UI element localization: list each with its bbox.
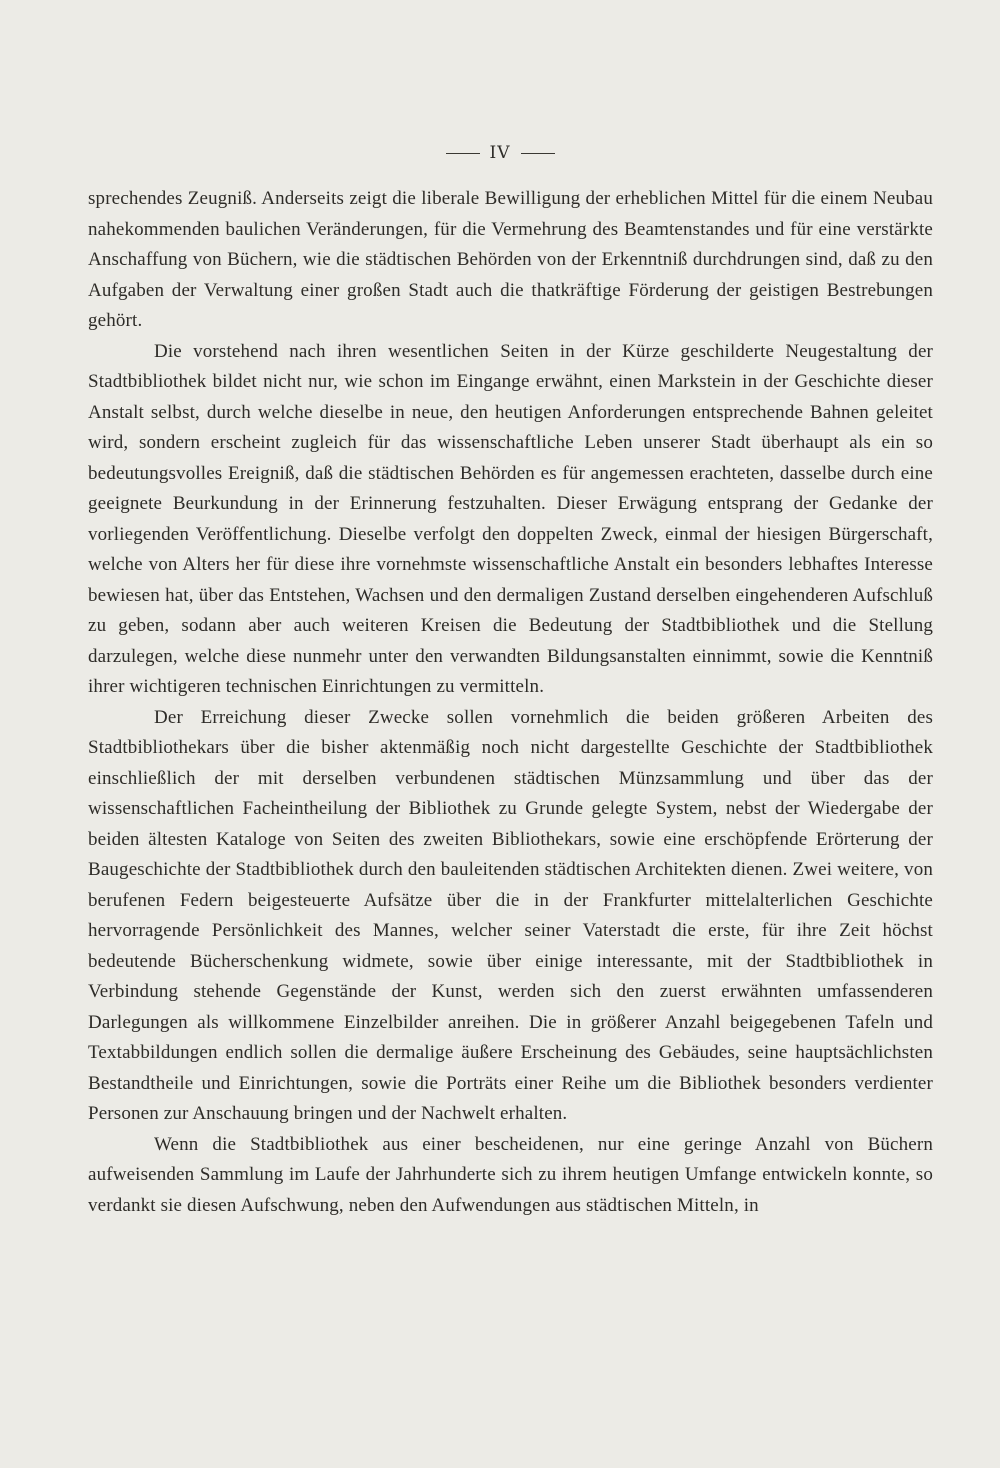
body-text xyxy=(88,184,933,1221)
header-rule-right xyxy=(521,153,555,154)
page-header xyxy=(0,143,1000,163)
header-rule-left xyxy=(446,153,480,154)
paragraph-continuation: sprechendes Zeugniß. Anderseits zeigt die liberale Bewilligung der erheblichen Mittel für die einem Neubau nahekommenden baulichen Veränderungen, für die Vermehrung des Beamtenstandes und für eine verstärkte Anschaffung von Büchern, wie die städtischen Behörden von der Erkenntniß durchdrungen sind, daß zu den Aufgaben der Verwaltung einer großen Stadt auch die thatkräftige Förderung der geistigen Bestrebungen gehört. xyxy=(88,188,933,331)
paragraph: Die vorstehend nach ihren wesentlichen Seiten in der Kürze geschilderte Neugestaltung der Stadtbibliothek bildet nicht nur, wie schon im Eingange erwähnt, einen Markstein in der Geschichte dieser Anstalt selbst, durch welche dieselbe in neue, den heutigen Anforderungen entsprechende Bahnen geleitet wird, sondern erscheint zugleich für das wissenschaftliche Leben unserer Stadt überhaupt als ein so bedeutungsvolles Ereigniß, daß die städtischen Behörden es für angemessen erachteten, dasselbe durch eine geeignete Beurkundung in der Erinnerung festzuhalten. Dieser Erwägung entsprang der Gedanke der vorliegenden Veröffentlichung. Dieselbe verfolgt den doppelten Zweck, einmal der hiesigen Bürgerschaft, welche von Alters her für diese ihre vornehmste wissenschaftliche Anstalt ein besonders lebhaftes Interesse bewiesen hat, über das Entstehen, Wachsen und den dermaligen Zustand derselben eingehenderen Aufschluß zu geben, sodann aber auch weiteren Kreisen die Bedeutung der Stadtbibliothek und die Stellung darzulegen, welche diese nunmehr unter den verwandten Bildungsanstalten einnimmt, sowie die Kenntniß ihrer wichtigeren technischen Einrichtungen zu vermitteln. xyxy=(88,340,933,697)
paragraph: Der Erreichung dieser Zwecke sollen vornehmlich die beiden größeren Arbeiten des Stadtbibliothekars über die bisher aktenmäßig noch nicht dargestellte Geschichte der Stadtbibliothek einschließlich der mit derselben verbundenen städtischen Münzsammlung und über das der wissenschaftlichen Facheintheilung der Bibliothek zu Grunde gelegte System, nebst der Wiedergabe der beiden ältesten Kataloge von Seiten des zweiten Bibliothekars, sowie eine erschöpfende Erörterung der Baugeschichte der Stadtbibliothek durch den bauleitenden städtischen Architekten dienen. Zwei weitere, von berufenen Federn beigesteuerte Aufsätze über die in der Frankfurter mittelalterlichen Geschichte hervorragende Persönlichkeit des Mannes, welcher seiner Vaterstadt die erste, für ihre Zeit höchst bedeutende Bücherschenkung widmete, sowie über einige interessante, mit der Stadtbibliothek in Verbindung stehende Gegenstände der Kunst, werden sich den zuerst erwähnten umfassenderen Darlegungen als willkommene Einzelbilder anreihen. Die in größerer Anzahl beigegebenen Tafeln und Textabbildungen endlich sollen die dermalige äußere Erscheinung des Gebäudes, seine hauptsächlichsten Bestandtheile und Einrichtungen, sowie die Porträts einer Reihe um die Bibliothek besonders verdienter Personen zur Anschauung bringen und der Nachwelt erhalten. xyxy=(88,706,933,1124)
page-number: IV xyxy=(489,143,511,163)
paragraph: Wenn die Stadtbibliothek aus einer bescheidenen, nur eine geringe Anzahl von Büchern aufweisenden Sammlung im Laufe der Jahrhunderte sich zu ihrem heutigen Umfange entwickeln konnte, so verdankt sie diesen Aufschwung, neben den Aufwendungen aus städtischen Mitteln, in xyxy=(88,1133,933,1216)
